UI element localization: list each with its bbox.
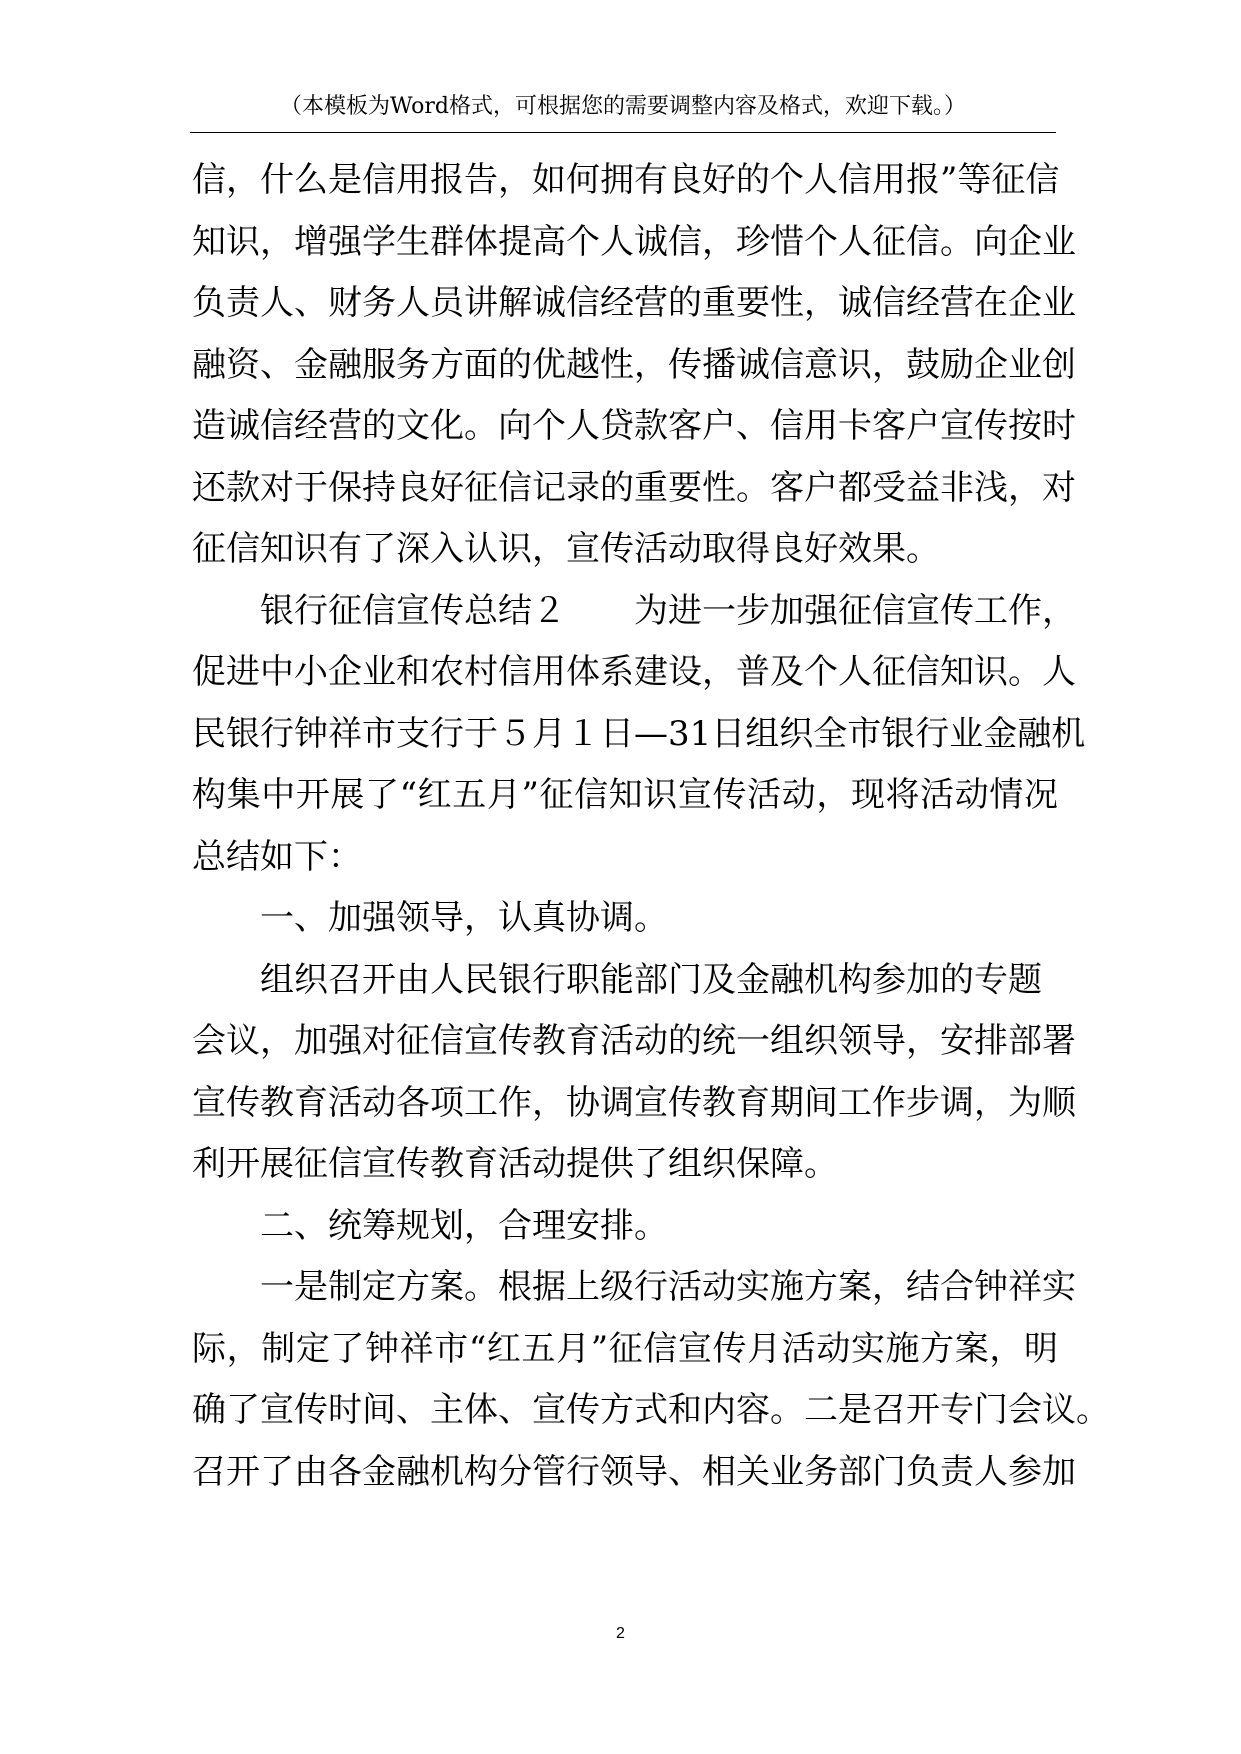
body-line: 征信知识有了深入认识，宣传活动取得良好效果。 bbox=[192, 529, 940, 569]
body-line: 会议，加强对征信宣传教育活动的统一组织领导，安排部署 bbox=[192, 1021, 1076, 1061]
body-line: 确了宣传时间、主体、宣传方式和内容。二是召开专门会议。 bbox=[192, 1390, 1110, 1430]
section-heading: 一、加强领导，认真协调。 bbox=[260, 898, 668, 938]
body-line: 召开了由各金融机构分管行领导、相关业务部门负责人参加 bbox=[192, 1451, 1076, 1492]
body-line: 际，制定了钟祥市“红五月”征信宣传月活动实施方案，明 bbox=[192, 1328, 1058, 1369]
body-line: 融资、金融服务方面的优越性，传播诚信意识，鼓励企业创 bbox=[192, 344, 1076, 385]
body-line: 造诚信经营的文化。向个人贷款客户、信用卡客户宣传按时 bbox=[192, 406, 1076, 446]
body-line: 负责人、财务人员讲解诚信经营的重要性，诚信经营在企业 bbox=[192, 283, 1076, 323]
header-divider bbox=[190, 132, 1056, 133]
body-line: 组织召开由人民银行职能部门及金融机构参加的专题 bbox=[260, 959, 1042, 1000]
body-line: 民银行钟祥市支行于５月１日—31日组织全市银行业金融机 bbox=[192, 713, 1086, 754]
template-note-header: （本模板为Word格式，可根据您的需要调整内容及格式，欢迎下载。） bbox=[280, 94, 966, 119]
body-line: 还款对于保持良好征信记录的重要性。客户都受益非浅，对 bbox=[192, 467, 1076, 508]
body-line: 利开展征信宣传教育活动提供了组织保障。 bbox=[192, 1144, 838, 1184]
body-line: 构集中开展了“红五月”征信知识宣传活动，现将活动情况 bbox=[192, 775, 1058, 815]
section-title-line: 银行征信宣传总结２ 为进一步加强征信宣传工作， bbox=[260, 590, 1076, 631]
body-line: 促进中小企业和农村信用体系建设，普及个人征信知识。人 bbox=[192, 652, 1076, 692]
page-number: 2 bbox=[616, 1625, 625, 1642]
body-line: 知识，增强学生群体提高个人诚信，珍惜个人征信。向企业 bbox=[192, 221, 1076, 262]
body-line: 一是制定方案。根据上级行活动实施方案，结合钟祥实 bbox=[260, 1267, 1076, 1307]
section-heading: 二、统筹规划，合理安排。 bbox=[260, 1205, 668, 1246]
body-line: 宣传教育活动各项工作，协调宣传教育期间工作步调，为顺 bbox=[192, 1082, 1076, 1123]
document-body bbox=[192, 150, 1110, 1503]
body-line: 总结如下： bbox=[192, 836, 362, 877]
body-line: 信，什么是信用报告，如何拥有良好的个人信用报”等征信 bbox=[192, 160, 1060, 200]
